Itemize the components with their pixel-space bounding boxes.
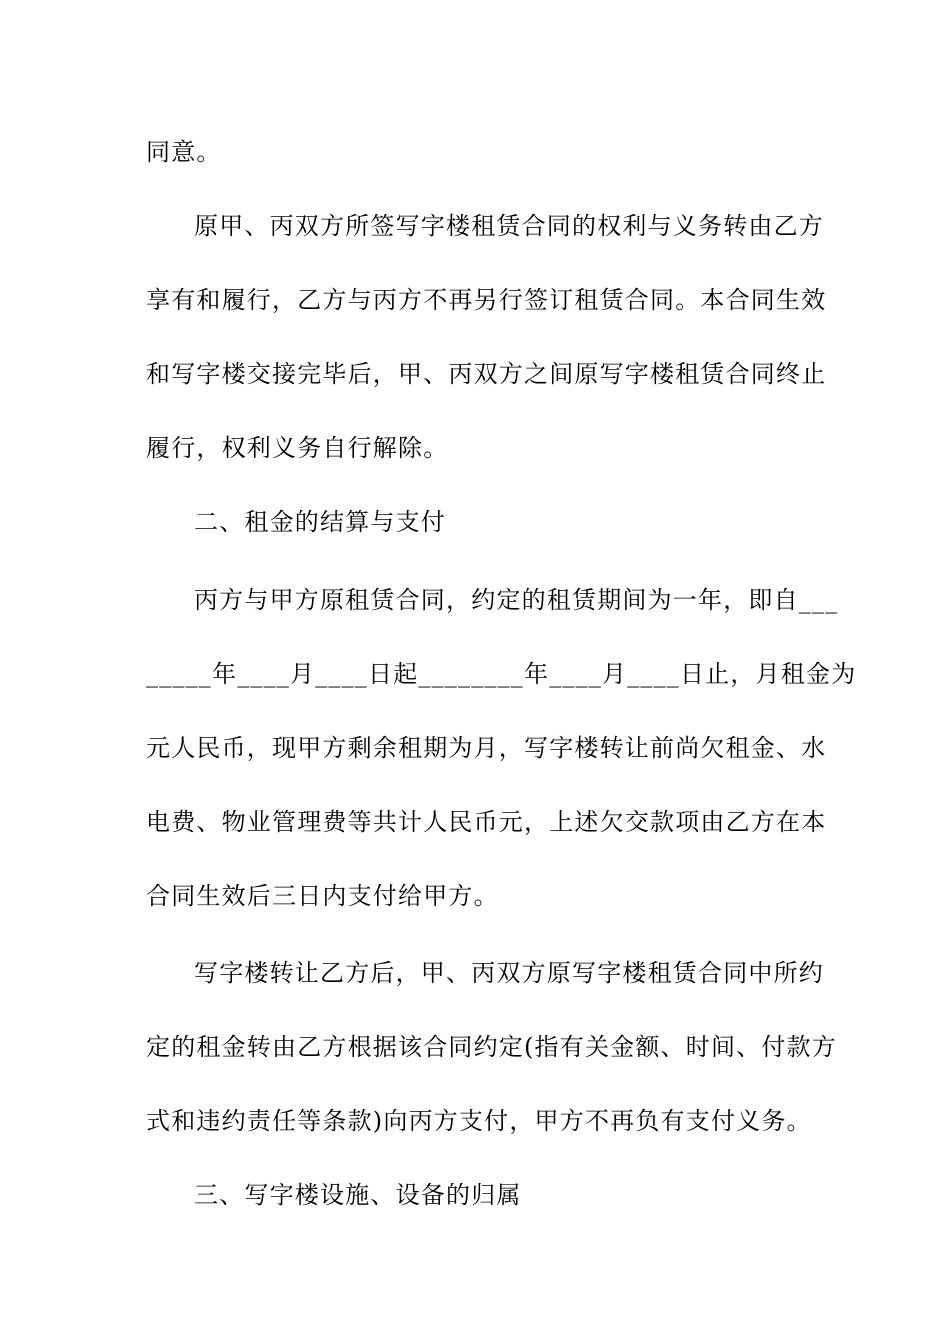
text-line: 电费、物业管理费等共计人民币元，上述欠交款项由乙方在本 [146, 808, 827, 836]
text-line: 定的租金转由乙方根据该合同约定(指有关金额、时间、付款方 [146, 1033, 837, 1061]
text-line: 式和违约责任等条款)向丙方支付，甲方不再负有支付义务。 [146, 1107, 812, 1135]
text-line: 合同生效后三日内支付给甲方。 [146, 882, 499, 910]
text-line: 元人民币，现甲方剩余租期为月，写字楼转让前尚欠租金、水 [146, 734, 827, 762]
text-line: 同意。 [146, 138, 222, 166]
section-heading: 二、租金的结算与支付 [194, 508, 446, 536]
text-line: 和写字楼交接完毕后，甲、丙双方之间原写字楼租赁合同终止 [146, 360, 827, 388]
section-heading: 三、写字楼设施、设备的归属 [194, 1181, 522, 1209]
text-line: _____年____月____日起________年____月____日止，月租金为 [146, 660, 857, 688]
paragraph-start-line: 写字楼转让乙方后，甲、丙双方原写字楼租赁合同中所约 [194, 959, 824, 987]
text-line: 享有和履行，乙方与丙方不再另行签订租赁合同。本合同生效 [146, 286, 827, 314]
text-line: 履行，权利义务自行解除。 [146, 434, 449, 462]
paragraph-start-line: 原甲、丙双方所签写字楼租赁合同的权利与义务转由乙方 [194, 212, 824, 240]
paragraph-start-line: 丙方与甲方原租赁合同，约定的租赁期间为一年，即自___ [194, 586, 839, 614]
